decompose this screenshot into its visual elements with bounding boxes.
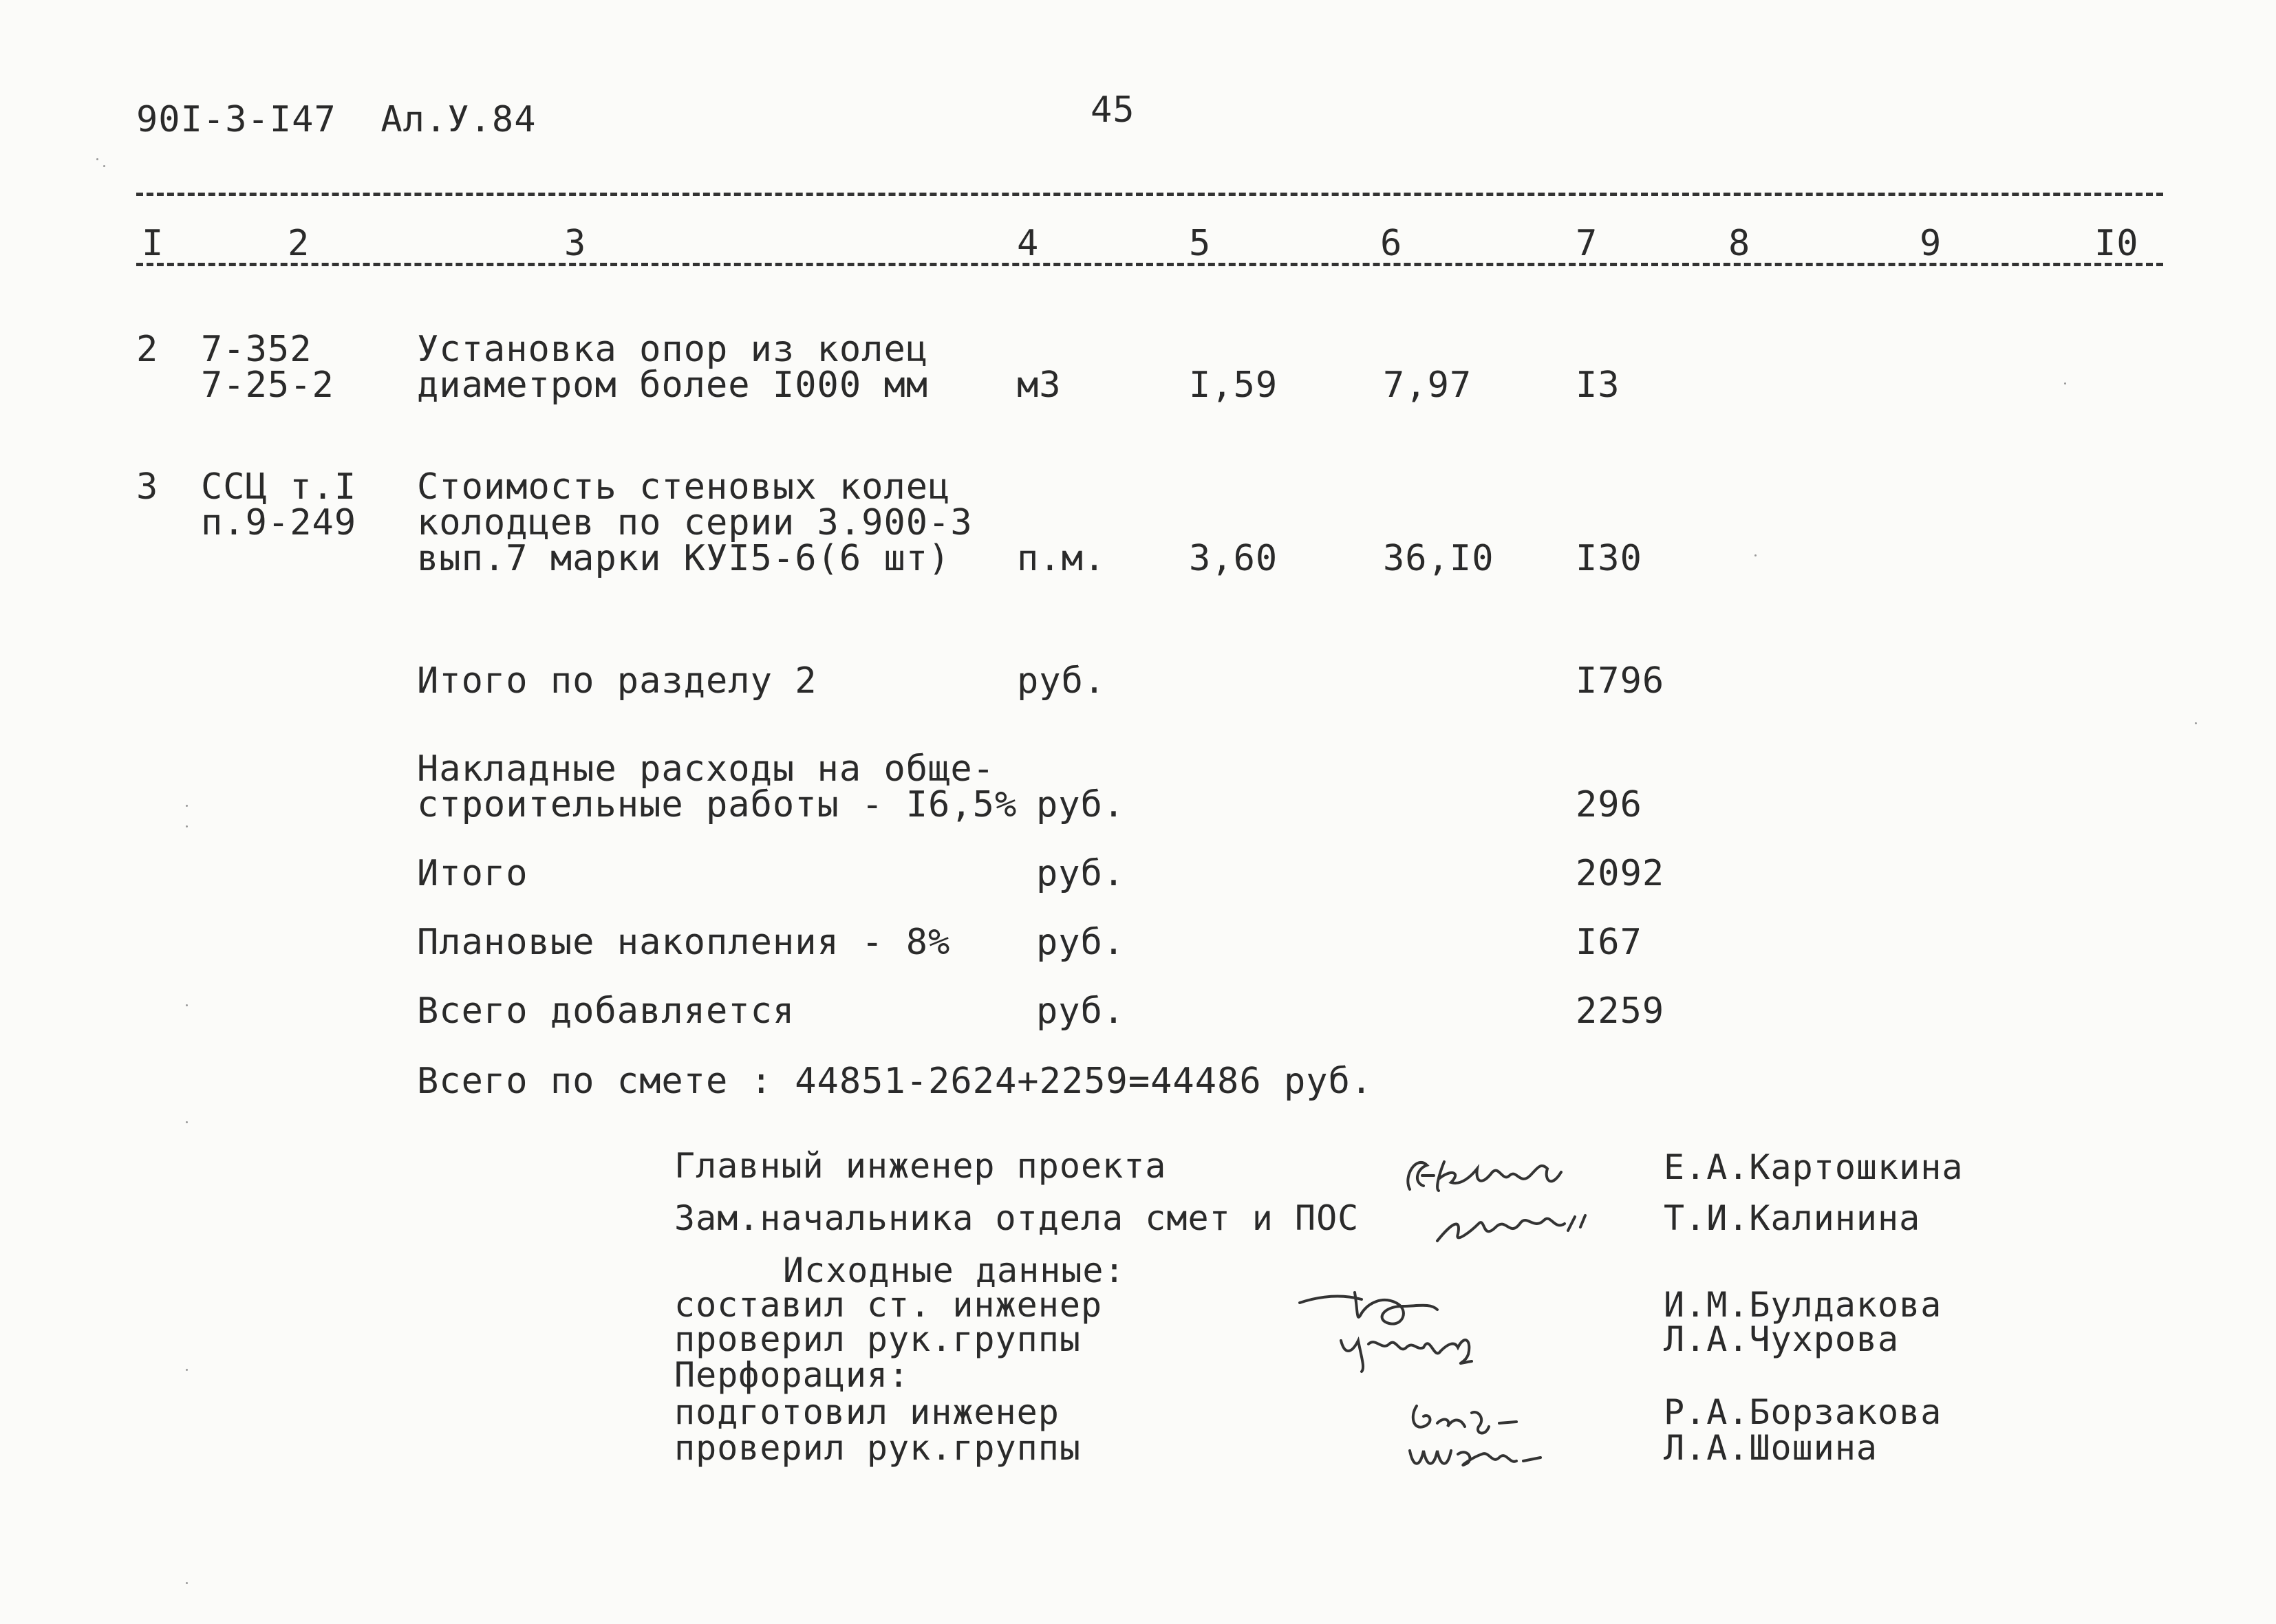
summary-label: Всего добавляется (417, 990, 795, 1032)
column-number: 3 (564, 223, 587, 264)
column-number: I (142, 223, 164, 264)
signer-name: И.М.Булдакова (1664, 1285, 1942, 1325)
top-dashed-rule (136, 193, 2163, 196)
summary-value: 2092 (1576, 853, 1665, 894)
summary-label: строительные работы - I6,5% (417, 784, 1018, 825)
work-name: колодцев по серии 3.900-3 (417, 502, 973, 543)
row-number: 2 (136, 329, 159, 370)
signer-name: Л.А.Шошина (1664, 1428, 1878, 1468)
summary-unit: руб. (1036, 853, 1126, 894)
header-dashed-rule (136, 263, 2163, 266)
total-cost: I30 (1576, 538, 1642, 579)
scan-speck (186, 1004, 188, 1006)
work-name: вып.7 марки КУI5-6(6 шт) (417, 538, 951, 579)
signer-name: Т.И.Калинина (1664, 1198, 1921, 1238)
document-code: 90I-3-I47 Ал.У.84 (136, 99, 537, 140)
work-name: Установка опор из колец (417, 329, 929, 370)
total-cost: I3 (1576, 365, 1620, 406)
signature-chukhrova (1321, 1307, 1513, 1378)
rate-code: п.9-249 (201, 502, 357, 543)
work-name: диаметром более I000 мм (417, 365, 929, 406)
summary-unit: руб. (1036, 784, 1126, 825)
scan-speck (186, 825, 188, 827)
signer-role: Главный инженер проекта (674, 1146, 1167, 1186)
summary-value: 296 (1576, 784, 1642, 825)
work-name: Стоимость стеновых колец (417, 466, 951, 508)
source-data-heading: Исходные данные: (783, 1251, 1126, 1290)
signature-kalinina (1417, 1190, 1596, 1254)
summary-unit: руб. (1017, 660, 1106, 702)
signer-role: проверил рук.группы (674, 1319, 1081, 1359)
quantity: 3,60 (1189, 538, 1278, 579)
rate-code: 7-352 (201, 329, 312, 370)
column-number: 7 (1576, 223, 1598, 264)
perforation-heading: Перфорация: (674, 1355, 910, 1395)
rate-code: ССЦ т.I (201, 466, 357, 508)
column-number: 5 (1189, 223, 1212, 264)
column-number: 9 (1920, 223, 1942, 264)
summary-label: Плановые накопления - 8% (417, 922, 951, 963)
signer-role: проверил рук.группы (674, 1428, 1081, 1468)
column-number: 6 (1380, 223, 1403, 264)
summary-value: I796 (1576, 660, 1665, 702)
scan-speck (186, 1582, 188, 1584)
scan-speck (186, 1369, 188, 1371)
page-number: 45 (1091, 89, 1135, 131)
unit-price: 36,I0 (1383, 538, 1494, 579)
quantity: I,59 (1189, 365, 1278, 406)
unit: п.м. (1017, 538, 1106, 579)
grand-total: Всего по смете : 44851-2624+2259=44486 руб. (417, 1061, 1373, 1102)
column-number: 4 (1017, 223, 1040, 264)
scan-speck (1754, 554, 1757, 556)
signature-shoshina (1390, 1417, 1561, 1481)
signer-role: подготовил инженер (674, 1392, 1060, 1432)
summary-value: I67 (1576, 922, 1642, 963)
scan-speck (103, 165, 105, 167)
summary-label: Итого по разделу 2 (417, 660, 817, 702)
signer-name: Е.А.Картошкина (1664, 1147, 1964, 1187)
scan-speck (96, 158, 98, 160)
scan-speck (186, 805, 188, 807)
summary-label: Накладные расходы на обще- (417, 748, 995, 790)
signer-name: Р.А.Борзакова (1664, 1392, 1942, 1432)
signer-role: составил ст. инженер (674, 1285, 1103, 1325)
summary-unit: руб. (1036, 922, 1126, 963)
summary-value: 2259 (1576, 990, 1665, 1032)
row-number: 3 (136, 466, 159, 508)
scan-speck (2195, 722, 2197, 724)
column-number: I0 (2094, 223, 2139, 264)
signer-role: Зам.начальника отдела смет и ПОС (674, 1198, 1360, 1238)
rate-code: 7-25-2 (201, 365, 334, 406)
scan-speck (2064, 382, 2066, 385)
signer-name: Л.А.Чухрова (1664, 1319, 1900, 1359)
column-number: 2 (288, 223, 310, 264)
column-number: 8 (1728, 223, 1751, 264)
summary-unit: руб. (1036, 990, 1126, 1032)
summary-label: Итого (417, 853, 528, 894)
unit-price: 7,97 (1383, 365, 1472, 406)
unit: м3 (1017, 365, 1062, 406)
scan-speck (186, 1121, 188, 1123)
